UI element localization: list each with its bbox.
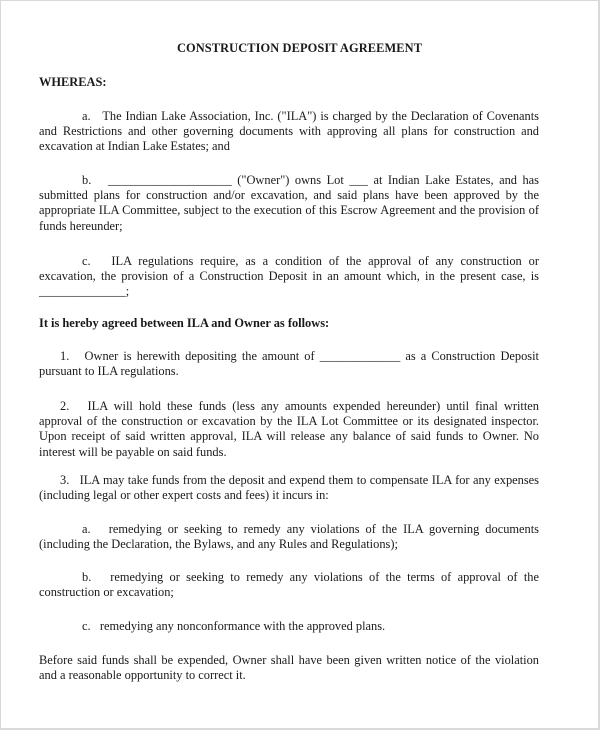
clause-text: ILA regulations require, as a condition of the approval of any construction or excavation, the provision of a Construction Deposit in an amount which, in the present case, is	[39, 254, 539, 284]
term-text: Owner is herewith depositing the amount of	[84, 349, 315, 363]
term-marker: 1.	[60, 349, 70, 363]
term-1	[39, 349, 539, 379]
clause-text: at Indian Lake Estates, and has submitted plans for construction and/or excavation, and said plans have been approved by the appropriate ILA Committee, subject to the execution of this Escrow Agreement and the provision of funds hereunder;	[39, 173, 540, 233]
clause-marker: b.	[82, 173, 92, 187]
term-marker: 2.	[60, 399, 70, 413]
subterm-text: remedying or seeking to remedy any violations of the terms of approval of the construction or excavation;	[39, 570, 539, 600]
clause-text: ("Owner") owns Lot	[237, 173, 344, 187]
term-text: ILA may take funds from the deposit and expend them to compensate ILA for any expenses (including legal or other expert costs and fees) it incurs in:	[39, 473, 539, 503]
clause-text: The Indian Lake Association, Inc. ("ILA") is charged by the Declaration of Covenants and Restrictions and other governing documents with approving all plans for construction and excavation at Indian Lake Estates; and	[39, 109, 539, 154]
whereas-clause-b	[39, 173, 539, 234]
term-text: as a Construction Deposit pursuant to ILA regulations.	[39, 349, 539, 379]
closing-paragraph: Before said funds shall be expended, Owner shall have been given written notice of the violation and a reasonable opportunity to correct it.	[39, 653, 539, 683]
subterm-a	[39, 522, 539, 552]
whereas-heading: WHEREAS:	[39, 75, 107, 89]
subterm-text: remedying or seeking to remedy any violations of the ILA governing documents (including the Declaration, the Bylaws, and any Rules and Regulations);	[39, 522, 539, 552]
subterm-marker: a.	[82, 522, 91, 536]
term-3	[39, 473, 539, 503]
subterm-c	[39, 619, 539, 634]
subterm-b	[39, 570, 539, 600]
term-2	[39, 399, 539, 460]
term-marker: 3.	[60, 473, 70, 487]
whereas-clause-a	[39, 109, 539, 155]
document-title: CONSTRUCTION DEPOSIT AGREEMENT	[176, 41, 423, 55]
subterm-text: remedying any nonconformance with the approved plans.	[99, 619, 386, 633]
term-text: ILA will hold these funds (less any amounts expended hereunder) until final written approval of the construction or excavation by the ILA Lot Committee or its designated inspector. Upon receipt of said written approval, ILA will release any balance of said funds to Owner. No interest will be payable on said funds.	[39, 399, 539, 459]
whereas-clause-c	[39, 254, 539, 300]
clause-end: ;	[125, 284, 130, 299]
subterm-marker: c.	[82, 619, 91, 633]
lot-number-blank: ___	[349, 173, 368, 187]
agreement-heading: It is hereby agreed between ILA and Owner as follows:	[39, 316, 330, 330]
clause-marker: a.	[82, 109, 91, 123]
clause-marker: c.	[82, 254, 91, 268]
owner-name-blank: ____________________	[107, 173, 232, 187]
subterm-marker: b.	[82, 570, 92, 584]
deposit-amount-blank: _____________	[319, 349, 401, 363]
deposit-amount-blank: ______________	[39, 284, 126, 299]
